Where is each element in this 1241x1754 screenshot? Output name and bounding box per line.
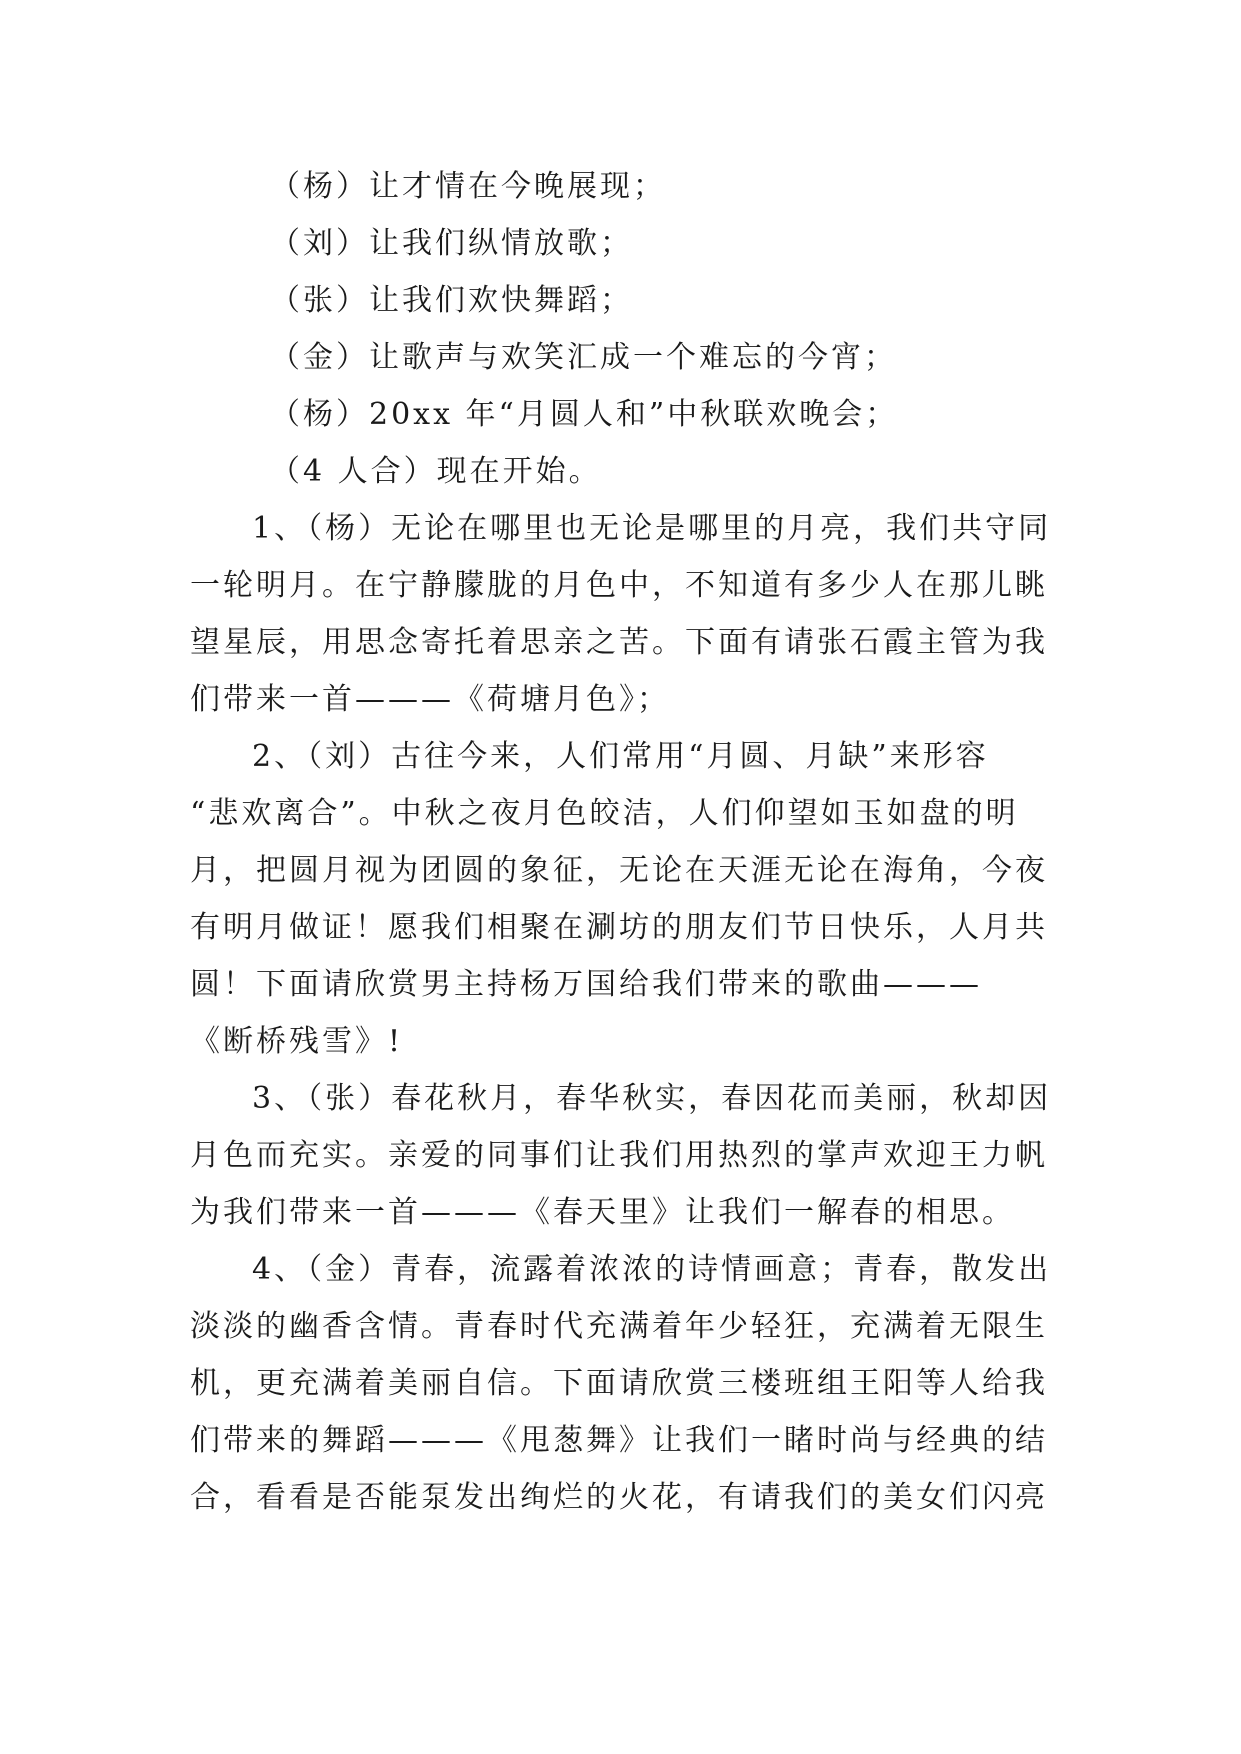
- paragraph-line: “悲欢离合”。中秋之夜月色皎洁，人们仰望如玉如盘的明: [190, 796, 1019, 831]
- paragraph-line: 一轮明月。在宁静朦胧的月色中，不知道有多少人在那儿眺: [190, 568, 1048, 603]
- paragraph-4: [190, 1241, 1052, 1526]
- dialogue-line-jin: （金）让歌声与欢笑汇成一个难忘的今宵；: [270, 340, 897, 375]
- document-body: [190, 158, 1052, 1526]
- paragraph-line: 为我们带来一首———《春天里》让我们一解春的相思。: [190, 1195, 1015, 1230]
- dialogue-line-zhang: （张）让我们欢快舞蹈；: [270, 283, 633, 318]
- paragraph-3: [190, 1070, 1052, 1241]
- paragraph-2: [190, 728, 1052, 1070]
- dialogue-line-yang-1: （杨）让才情在今晚展现；: [270, 169, 666, 204]
- paragraph-line: 们带来的舞蹈———《甩葱舞》让我们一睹时尚与经典的结: [190, 1423, 1048, 1458]
- paragraph-line: 1、（杨）无论在哪里也无论是哪里的月亮，我们共守同: [252, 511, 1052, 546]
- paragraph-line: 望星辰，用思念寄托着思亲之苦。下面有请张石霞主管为我: [190, 625, 1048, 660]
- dialogue-line-liu: （刘）让我们纵情放歌；: [270, 226, 633, 261]
- dialogue-line-yang-2: （杨）20xx 年“月圆人和”中秋联欢晚会；: [270, 397, 899, 432]
- paragraph-line: 们带来一首———《荷塘月色》；: [190, 682, 670, 717]
- paragraph-line: 淡淡的幽香含情。青春时代充满着年少轻狂，充满着无限生: [190, 1309, 1048, 1344]
- paragraph-line: 3、（张）春花秋月，春华秋实，春因花而美丽，秋却因: [252, 1081, 1052, 1116]
- paragraph-line: 有明月做证！愿我们相聚在涮坊的朋友们节日快乐，人月共: [190, 910, 1048, 945]
- paragraph-line: 圆！下面请欣赏男主持杨万国给我们带来的歌曲———: [190, 967, 982, 1002]
- paragraph-1: [190, 500, 1052, 728]
- paragraph-line: 《断桥残雪》!: [190, 1024, 404, 1059]
- paragraph-line: 2、（刘）古往今来，人们常用“月圆、月缺”来形容: [252, 739, 989, 774]
- dialogue-line-all: （4 人合）现在开始。: [270, 454, 602, 489]
- paragraph-line: 合，看看是否能泵发出绚烂的火花，有请我们的美女们闪亮: [190, 1480, 1048, 1515]
- paragraph-line: 4、（金）青春，流露着浓浓的诗情画意；青春，散发出: [252, 1252, 1052, 1287]
- paragraph-line: 月色而充实。亲爱的同事们让我们用热烈的掌声欢迎王力帆: [190, 1138, 1048, 1173]
- paragraph-line: 机，更充满着美丽自信。下面请欣赏三楼班组王阳等人给我: [190, 1366, 1048, 1401]
- paragraph-line: 月，把圆月视为团圆的象征，无论在天涯无论在海角，今夜: [190, 853, 1048, 888]
